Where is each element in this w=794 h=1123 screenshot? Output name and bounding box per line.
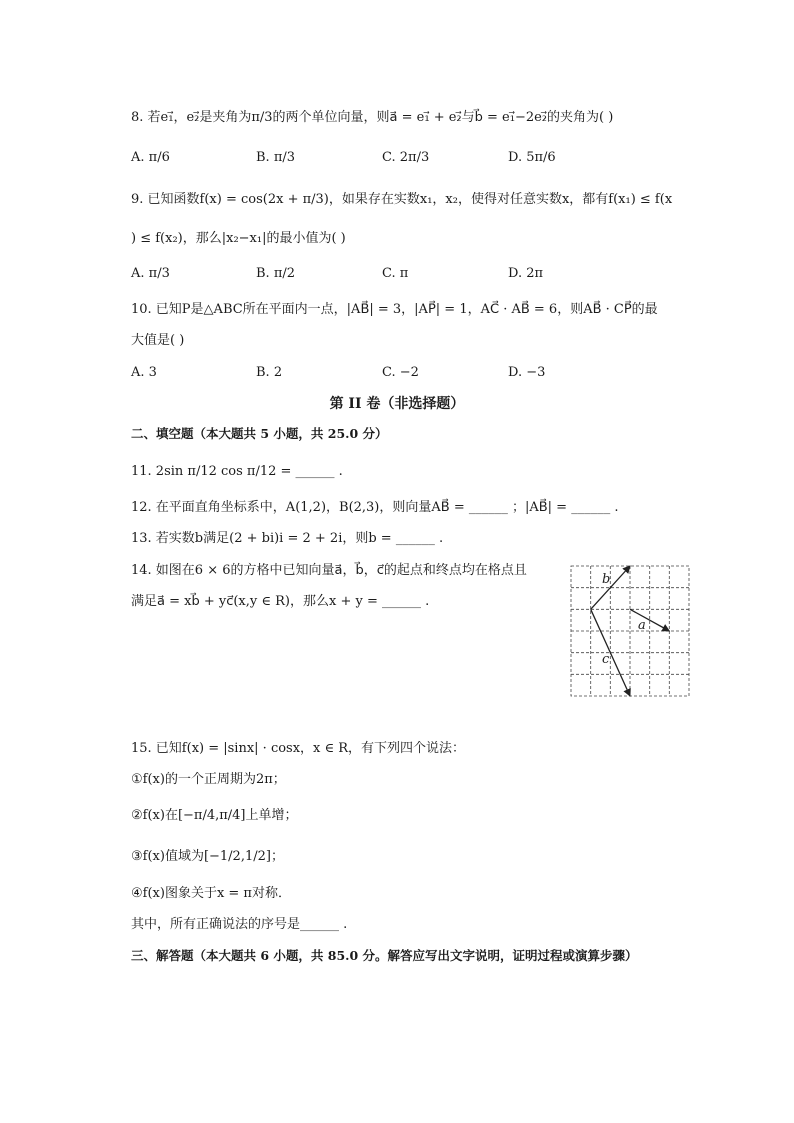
q12: 12. 在平面直角坐标系中，A(1,2)，B(2,3)，则向量AB⃗ = ______ ；|AB⃗| = ______ . <box>131 500 619 515</box>
q9-choice-c: C. π <box>382 266 409 281</box>
q10-stem-line2: 大值是( ) <box>131 333 185 348</box>
q10-choice-d: D. −3 <box>508 365 546 380</box>
q14-line2: 满足a⃗ = xb⃗ + yc⃗(x,y ∈ R)，那么x + y = ______ . <box>131 594 430 609</box>
q15-stem: 15. 已知f(x) = |sinx| · cosx，x ∈ R，有下列四个说法： <box>131 741 466 756</box>
vector-a-label: a <box>638 618 646 633</box>
q9-choice-b: B. π/2 <box>256 266 296 281</box>
q15-item-1: ①f(x)的一个正周期为2π； <box>131 772 286 787</box>
section2-title: 第 II 卷（非选择题） <box>329 396 465 412</box>
q11: 11. 2sin π/12 cos π/12 = ______ . <box>131 464 343 479</box>
q8-stem: 8. 若e₁⃗，e₂⃗是夹角为π/3的两个单位向量，则a⃗ = e₁⃗ + e₂⃗与b⃗ = e₁⃗−2e₂⃗的夹角为( ) <box>131 110 614 125</box>
q8-choice-d: D. 5π/6 <box>508 150 556 165</box>
vector-grid-figure <box>570 565 690 697</box>
q15-item-4: ④f(x)图象关于x = π对称． <box>131 886 291 901</box>
q8-choice-b: B. π/3 <box>256 150 296 165</box>
q10-stem-line1: 10. 已知P是△ABC所在平面内一点，|AB⃗| = 3，|AP⃗| = 1，AC⃗ · AB⃗ = 6，则AB⃗ · CP⃗的最 <box>131 302 658 317</box>
vector-b-label: b <box>602 572 611 587</box>
vector-c-label: c <box>602 652 610 667</box>
grid-lines <box>571 566 689 696</box>
q15-ask: 其中，所有正确说法的序号是______ . <box>131 917 348 932</box>
q10-choice-c: C. −2 <box>382 365 419 380</box>
q10-choice-a: A. 3 <box>131 365 157 380</box>
q9-stem-line2: ) ≤ f(x₂)，那么|x₂−x₁|的最小值为( ) <box>131 231 346 246</box>
q8-choice-c: C. 2π/3 <box>382 150 430 165</box>
q15-item-3: ③f(x)值域为[−1/2,1/2]； <box>131 849 284 864</box>
q8-choice-a: A. π/6 <box>131 150 170 165</box>
section2-header: 二、填空题（本大题共 5 小题，共 25.0 分） <box>131 426 388 441</box>
q9-stem-line1: 9. 已知函数f(x) = cos(2x + π/3)，如果存在实数x₁，x₂，使得对任意实数x，都有f(x₁) ≤ f(x <box>131 192 673 207</box>
q10-choice-b: B. 2 <box>256 365 283 380</box>
q13: 13. 若实数b满足(2 + bi)i = 2 + 2i，则b = ______ . <box>131 531 444 546</box>
q9-choice-d: D. 2π <box>508 266 544 281</box>
q14-line1: 14. 如图在6 × 6的方格中已知向量a⃗，b⃗，c⃗的起点和终点均在格点且 <box>131 563 527 578</box>
section3-header: 三、解答题（本大题共 6 小题，共 85.0 分。解答应写出文字说明，证明过程或演算步骤） <box>131 948 638 963</box>
q15-item-2: ②f(x)在[−π/4,π/4]上单增； <box>131 808 298 823</box>
q9-choice-a: A. π/3 <box>131 266 170 281</box>
